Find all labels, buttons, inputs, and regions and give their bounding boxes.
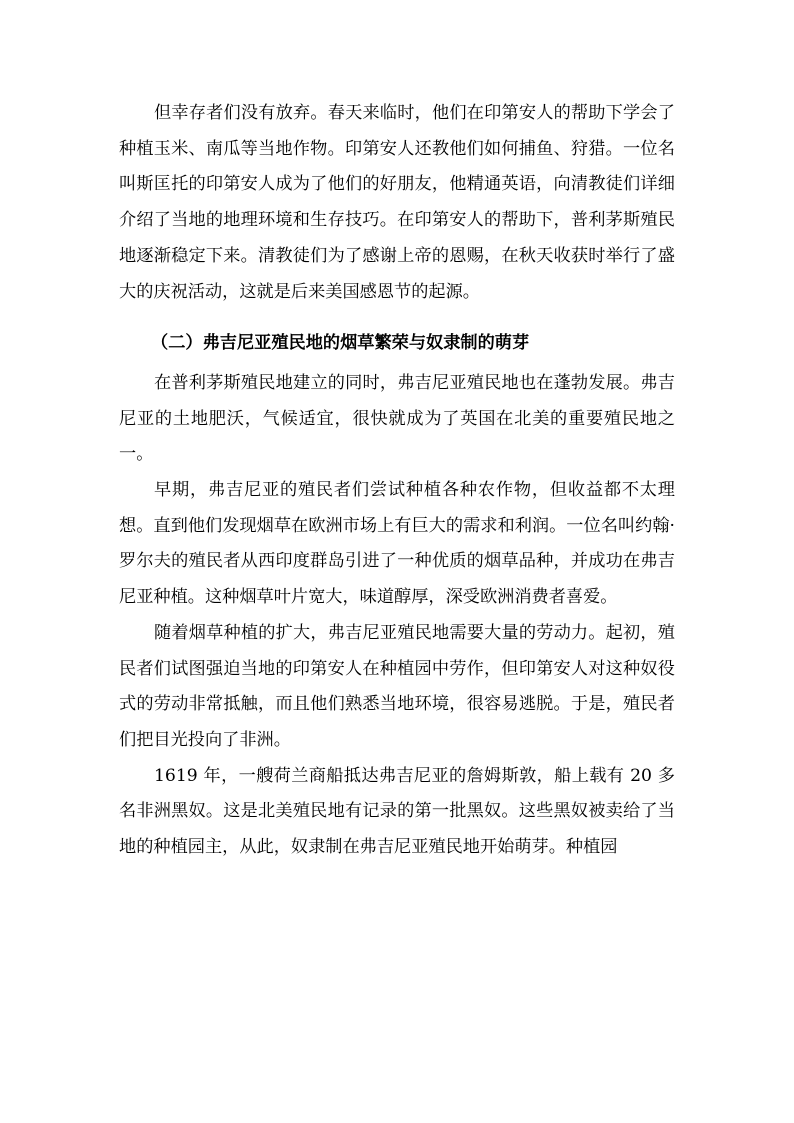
- section-heading: （二）弗吉尼亚殖民地的烟草繁荣与奴隶制的萌芽: [151, 333, 530, 354]
- paragraph-1619-slaves: 1619 年，一艘荷兰商船抵达弗吉尼亚的詹姆斯敦，船上载有 20 多名非洲黑奴。这是北美殖民地有记录的第一批黑奴。这些黑奴被卖给了当地的种植园主，从此，奴隶制在弗吉尼亚殖民地开始萌芽。种植园: [119, 765, 675, 858]
- document-body: [119, 96, 675, 866]
- paragraph-virginia-development: 在普利茅斯殖民地建立的同时，弗吉尼亚殖民地也在蓬勃发展。弗吉尼亚的土地肥沃，气候适宜，很快就成为了英国在北美的重要殖民地之一。: [119, 372, 675, 465]
- paragraph-tobacco: 早期，弗吉尼亚的殖民者们尝试种植各种农作物，但收益都不太理想。直到他们发现烟草在欧洲市场上有巨大的需求和利润。一位名叫约翰·罗尔夫的殖民者从西印度群岛引进了一种优质的烟草品种，并成功在弗吉尼亚种植。这种烟草叶片宽大，味道醇厚，深受欧洲消费者喜爱。: [119, 480, 675, 608]
- paragraph-squanto-thanksgiving: 但幸存者们没有放弃。春天来临时，他们在印第安人的帮助下学会了种植玉米、南瓜等当地作物。印第安人还教他们如何捕鱼、狩猎。一位名叫斯匡托的印第安人成为了他们的好朋友，他精通英语，向清教徒们详细介绍了当地的地理环境和生存技巧。在印第安人的帮助下，普利茅斯殖民地逐渐稳定下来。清教徒们为了感谢上帝的恩赐，在秋天收获时举行了盛大的庆祝活动，这就是后来美国感恩节的起源。: [119, 103, 675, 302]
- paragraph-labor: 随着烟草种植的扩大，弗吉尼亚殖民地需要大量的劳动力。起初，殖民者们试图强迫当地的印第安人在种植园中劳作，但印第安人对这种奴役式的劳动非常抵触，而且他们熟悉当地环境，很容易逃脱。于是，殖民者们把目光投向了非洲。: [119, 622, 675, 750]
